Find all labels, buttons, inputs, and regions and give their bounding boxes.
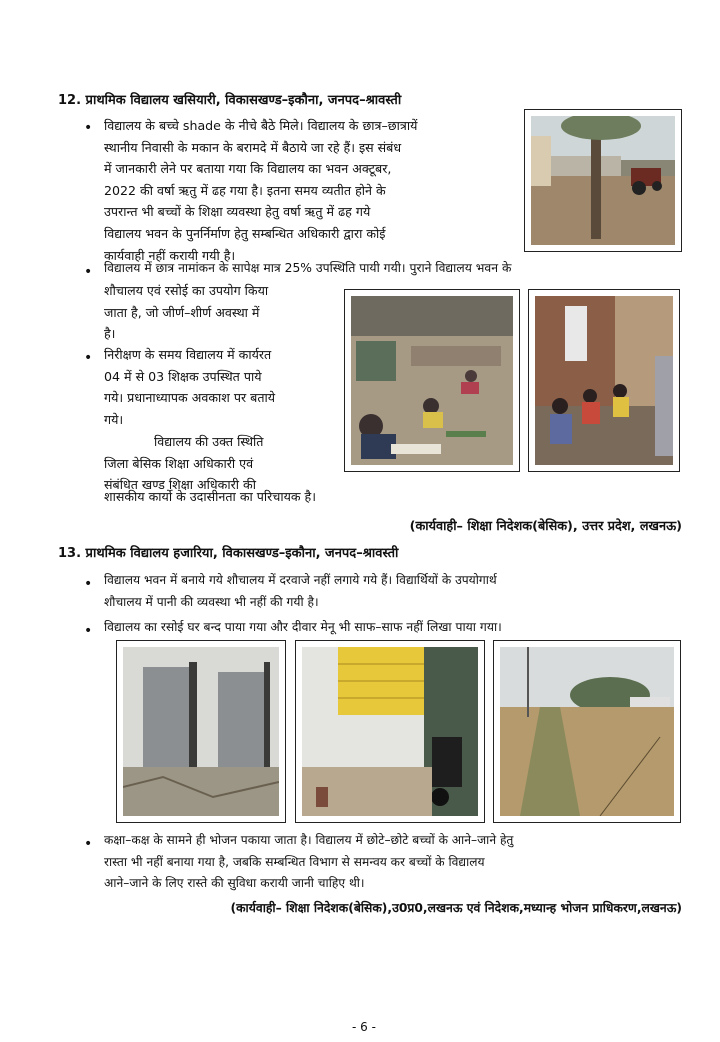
photo-toilet-no-doors (116, 640, 286, 823)
text-line: आने–जाने के लिए रास्ते की सुविधा करायी जानी चाहिए थी। (104, 876, 365, 891)
text-line: विद्यालय भवन में बनाये गये शौचालय में दरवाजे नहीं लगाये गये हैं। विद्यार्थियों के उपयोगार्थ (104, 573, 497, 587)
photo-school-yard-tractor (524, 109, 682, 252)
text-line: कार्यवाही नहीं करायी गयी है। (104, 247, 236, 263)
bullet-marker: • (84, 350, 93, 366)
section-12-action: (कार्यवाही– शिक्षा निदेशक(बेसिक), उत्तर प्रदेश, लखनऊ) (409, 519, 682, 534)
text-line: जाता है, जो जीर्ण–शीर्ण अवस्था में (104, 304, 260, 320)
section-12-bullet-2-rest (104, 280, 354, 345)
bullet-marker: • (84, 120, 93, 136)
text-line: में जानकारी लेने पर बताया गया कि विद्यालय का भवन अक्टूबर, (104, 161, 392, 177)
text-line: रास्ता भी नहीं बनाया गया है, जबकि सम्बन्धित विभाग से समन्वय कर बच्चों के विद्यालय (104, 854, 485, 869)
bullet-marker: • (84, 623, 93, 639)
photo-children-veranda (528, 289, 680, 472)
photo-field-no-path (493, 640, 681, 823)
section-13-heading: 13. प्राथमिक विद्यालय हजारिया, विकासखण्ड–इकौना, जनपद–श्रावस्ती (58, 546, 399, 561)
text-line: उपरान्त भी बच्चों के शिक्षा व्यवस्था हेतु वर्षा ऋतु में ढह गये (104, 204, 371, 220)
text-line: 04 में से 03 शिक्षक उपस्थित पाये (104, 368, 262, 384)
text-line: विद्यालय भवन के पुनर्निर्माण हेतु सम्बन्धित अधिकारी द्वारा कोई (104, 225, 386, 241)
text-line: स्थानीय निवासी के मकान के बरामदे में बैठाये जा रहे हैं। इस संबंध (104, 139, 402, 155)
section-13-bullet-1 (104, 570, 682, 613)
section-12-closing-last: शासकीय कार्यो के उदासीनता का परिचायक है। (104, 489, 317, 504)
bullet-marker: • (84, 264, 93, 280)
text-line: जिला बेसिक शिक्षा अधिकारी एवं (104, 455, 254, 471)
photo-classroom-children-floor (344, 289, 520, 472)
text-line: निरीक्षण के समय विद्यालय में कार्यरत (104, 347, 272, 362)
text-line: कक्षा–कक्ष के सामने ही भोजन पकाया जाता है। विद्यालय में छोटे–छोटे बच्चों के आने–जाने हेतु (104, 833, 514, 847)
page-number: - 6 - (352, 1020, 376, 1034)
text-line: 2022 की वर्षा ऋतु में ढह गया है। इतना समय व्यतीत होने के (104, 182, 386, 198)
section-13-bullet-2: विद्यालय का रसोई घर बन्द पाया गया और दीवार मेनू भी साफ–साफ नहीं लिखा पाया गया। (104, 620, 502, 634)
section-12-bullet-3 (104, 344, 354, 430)
text-line: गये। (104, 411, 124, 427)
photo-kitchen-menu-wall (295, 640, 485, 823)
bullet-marker: • (84, 576, 93, 592)
text-line: संबंधित खण्ड शिक्षा अधिकारी की (104, 477, 256, 493)
text-line: शौचालय में पानी की व्यवस्था भी नहीं की गयी है। (104, 594, 319, 609)
section-13-bullet-3 (104, 830, 682, 895)
text-line: विद्यालय के बच्चे shade के नीचे बैठे मिले। विद्यालय के छात्र–छात्रायें (104, 118, 418, 133)
text-line: शौचालय एवं रसोई का उपयोग किया (104, 283, 269, 298)
text-line: गये। प्रधानाध्यापक अवकाश पर बताये (104, 390, 276, 406)
section-12-heading: 12. प्राथमिक विद्यालय खसियारी, विकासखण्ड–इकौना, जनपद–श्रावस्ती (58, 93, 402, 108)
section-13-action: (कार्यवाही– शिक्षा निदेशक(बेसिक),उ0प्र0,लखनऊ एवं निदेशक,मध्यान्ह भोजन प्राधिकरण,लखनऊ) (230, 901, 682, 915)
section-12-bullet-1 (104, 115, 512, 266)
bullet-marker: • (84, 836, 93, 852)
text-line: है। (104, 326, 116, 342)
text-line: विद्यालय की उक्त स्थिति (154, 434, 264, 449)
section-12-bullet-2-line-1: विद्यालय में छात्र नामांकन के सापेक्ष मात्र 25% उपस्थिति पायी गयी। पुराने विद्यालय भवन के (104, 261, 512, 275)
